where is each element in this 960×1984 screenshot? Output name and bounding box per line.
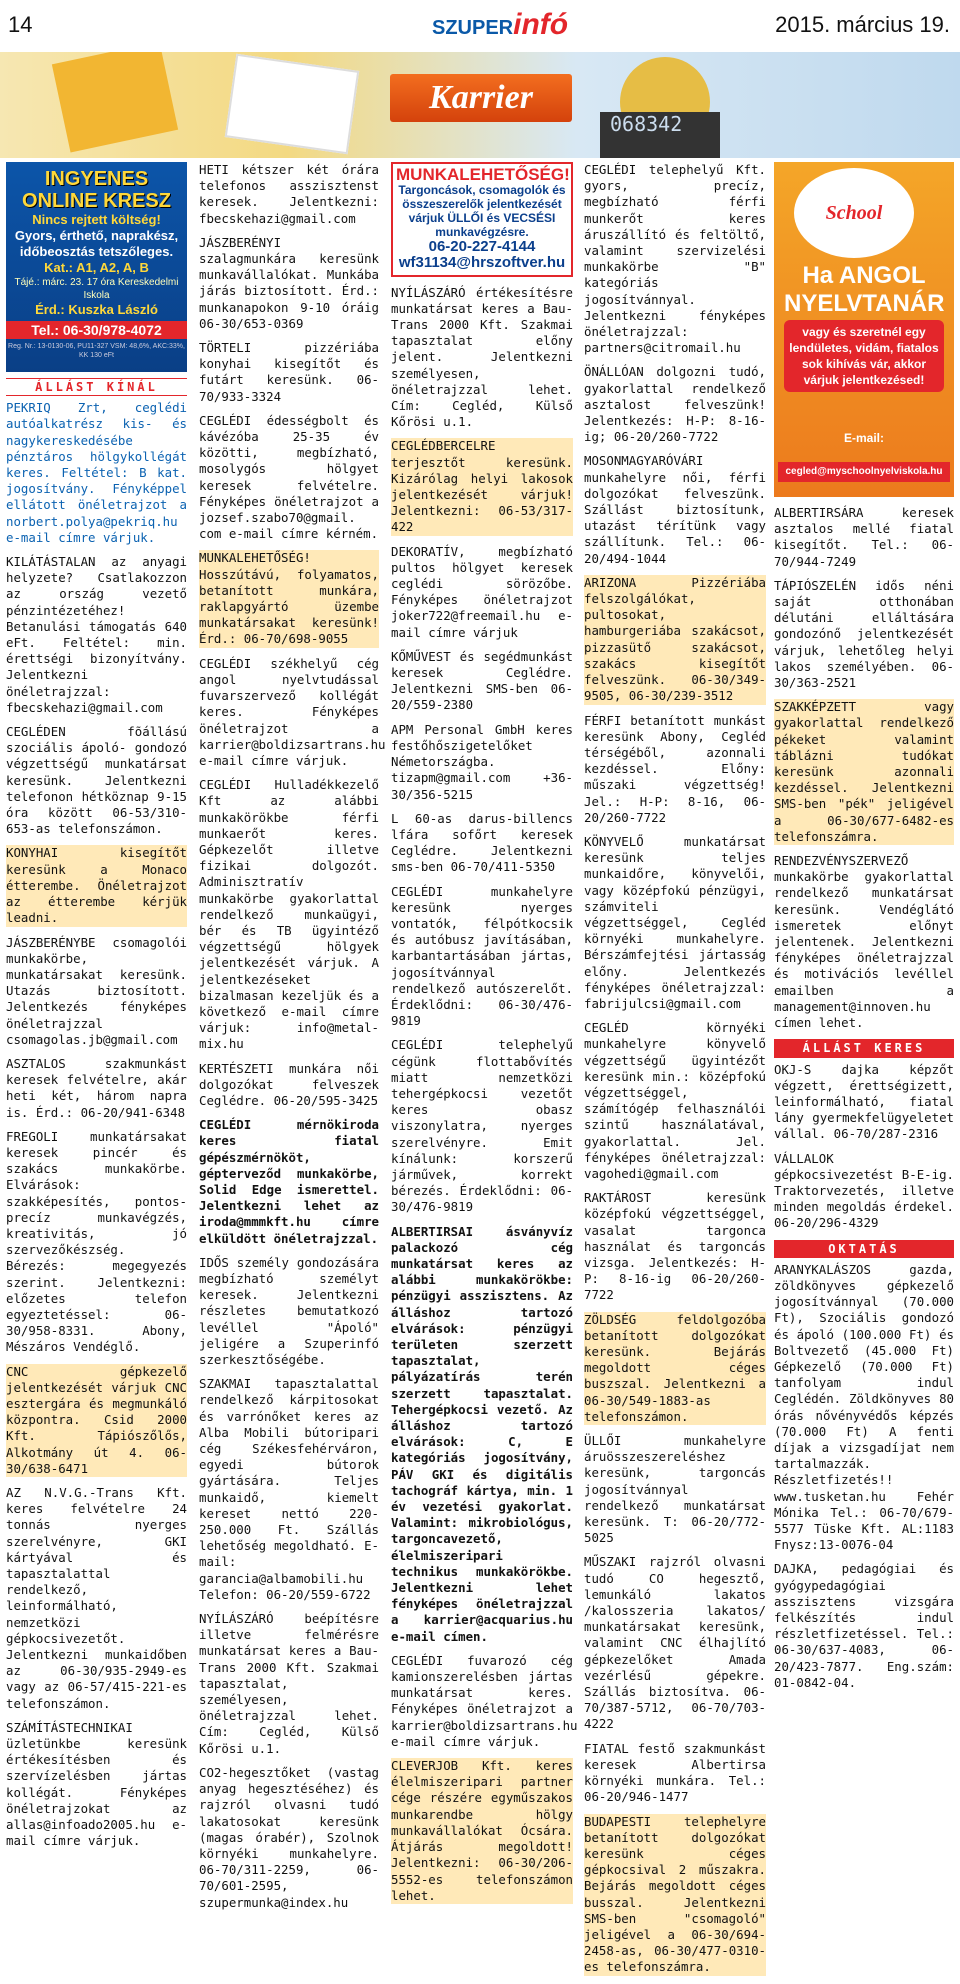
classified-ad: CEGLÉDI telephelyű Kft. gyors, precíz, megbízható férfi munkerőt keres áruszállító és feltöltő, valamint szervizelési munkakörbe "B" kategóriás jogosítvánnyal. Jelentkezni fényképes önéletrajzzal: partners@citromail.hu — [584, 162, 766, 356]
column-4 — [584, 162, 766, 1984]
classified-ad: ZÖLDSÉG feldolgozóba betanított dolgozókat keresünk. Bejárás megoldott céges buszszal. Jelentkezni a 06-30/549-1883-as telefonszámon. — [584, 1311, 766, 1424]
classified-ad: SZAKMAI tapasztalattal rendelkező kárpitosokat és varrónőket keres az Alba Mobili bútoripari cég Székesfehérváron, egyedi bútorok gyártására. Teljes munkaidő, kiemelt kereset nettó 220-250.000 Ft. Szállás lehetőség megoldható. E-mail: garancia@albamobili.hu Telefon: 06-20/559-6722 — [199, 1376, 379, 1602]
page-header — [0, 0, 960, 52]
classified-ad: DAJKA, pedagógiai és gyógypedagógiai asszisztens vizsgára felkészítés indul részletfizetéssel. Tel.: 06-30/637-4083, 06-20/423-7877. Eng.szám: 01-0842-04. — [774, 1561, 954, 1690]
classified-ad: ASZTALOS szakmunkást keresek felvételre, akár heti két, három napra is. Érd.: 06-20/941-6348 — [6, 1055, 187, 1120]
classified-ad: CLEVERJOB Kft. keres élelmiszeripari partner cége részére egyműszakos munkarendbe hölgy munkavállalókat Ócsára. Átjárás megoldott! Jelentkezni: 06-30/206-5552-es telefonszámon lehet. — [391, 1758, 573, 1903]
classified-ad: JÁSZBERÉNYI szalagmunkára keresünk munkavállalókat. Munkába járás biztosított. Érd.: munkanapokon 9-10 óráig 06-30/653-0369 — [199, 234, 379, 331]
classified-ad: CEGLÉD környéki munkahelyre könyvelő végzettségű ügyintézőt keresünk min.: középfokú végzettséggel, számítógép felhasználói szintű használatával, gyakorlattal. Jel. fényképes önéletrajzzal: vagohedi@gmail.com — [584, 1020, 766, 1181]
classified-ad: ARANYKALÁSZOS gazda, zöldkönyves gépkezelő jogosítvánnyal (70.000 Ft), Szociális gondozó és ápoló (100.000 Ft) és Boltvezető (45.000 Ft) Gépkezelő (70.000 Ft) tanfolyam indul Ceglédén. Zöldkönyves 80 órás nővényvédős képzés (70.000 Ft) A fenti díjak a vizsgadíjat nem tartalmazzák. Részletfizetés!! www.tusketan.hu Fehér Mónika Tel.: 06-70/679-5577 Tüske Kft. AL:1183 Fnysz:13-0076-04 — [774, 1261, 954, 1553]
classified-ad: RENDEZVÉNYSZERVEZŐ munkakörbe gyakorlattal rendelkező munkatársat keresünk. Vendéglátó ismeretek előnyt jelentenek. Jelentkezni fényképes önéletrajzzal és motivációs levéllel emailben a management@innoven.hu címen lehet. — [774, 853, 954, 1031]
paper-decoration — [225, 54, 359, 154]
section-heading: ÁLLÁST KÍNÁL — [6, 378, 187, 396]
page-number: 14 — [8, 12, 33, 37]
calculator-display: 068342 — [610, 112, 683, 136]
classified-ad: CNC gépkezelő jelentkezését várjuk CNC esztergára és megmunkáló központra. Csid 2000 Kft. Tápiószőlős, Alkotmány út 4. 06-30/638-6471 — [6, 1363, 187, 1476]
classified-ad: MOSONMAGYARÓVÁRI munkahelyre női, férfi dolgozókat felveszünk. Szállást biztosítunk, utazást térítünk vagy szállítunk. Tel.: 06-20/494-1044 — [584, 453, 766, 566]
kresz-advert — [6, 162, 187, 372]
folder-decoration — [52, 52, 178, 152]
classified-ad: CEGLÉDI Hulladékkezelő Kft az alábbi munkakörökbe férfi munkaerőt keres. Gépkezelőt illetve fizikai dolgozót. Adminisztratív munkakörbe gyakorlattal rendelkező munkaügyi, bér és TB ügyintéző végzettségű hölgyek jelentkezését várjuk. A jelentkezéseket bizalmasan kezeljük és a következő e-mail címre várjuk: info@metal-mix.hu — [199, 777, 379, 1052]
classified-ad: CEGLÉDI édességbolt és kávézóba 25-35 év közötti, megbízható, mosolygós hölgyet keresek felvételre. Fényképes önéletrajzot a jozsef.szabo70@gmail. com e-mail címre kérném. — [199, 412, 379, 542]
ad-text: vagy és szeretnél egy lendületes, vidám, fiatalos sok kihívás vár, akkor várjuk jelentkezésed! — [784, 320, 944, 392]
classified-ad: FÉRFI betanított munkást keresünk Abony, Cegléd térségéből, azonnali kezdéssel. Előny: műszaki végzettség! Jel.: H-P: 8-16, 06-20/260-7722 — [584, 712, 766, 825]
classified-ad: CEGLÉDBERCELRE terjesztőt keresünk. Kizárólag helyi lakosok jelentkezését várjuk! Jelentkezni: 06-53/317-422 — [391, 438, 573, 535]
classified-ad: ALBERTIRSÁRA keresek asztalos mellé fiatal kisegítőt. Tel.: 06-70/944-7249 — [774, 505, 954, 569]
szuperinfo-logo: SZUPERinfó — [432, 8, 569, 41]
column-1 — [6, 162, 187, 1857]
ad-line: Érd.: Kuszka László — [35, 302, 158, 317]
classified-ad: CEGLÉDI székhelyű cég angol nyelvtudással fuvarszervező kollégát keres. Fényképes önéletrajzot a karrier@boldizsartrans.hu e-mail címre várjuk. — [199, 655, 386, 768]
classified-ad: PEKRIQ Zrt, ceglédi autóalkatrész kis- és nagykereskedésébe pénztáros hölgykollégát keres. Feltétel: B kat. jogosítvány. Fényképpel ellátott önéletrajzot a norbert.polya@pekriq.hu e-mail címre várjuk. — [6, 400, 187, 545]
classified-ad: L 60-as darus-billencs lfára sofőrt keresek Ceglédre. Jelentkezni sms-ben 06-70/411-5350 — [391, 810, 573, 875]
ad-fine-print: Reg. Nr.: 13-0130-06, PU11-327 VSM: 48,6%, AKC:33%, KK 130 eFt — [8, 343, 185, 359]
classified-ad: BUDAPESTI telephelyre betanított dolgozókat keresünk céges gépkocsival 2 műszakra. Bejárás megoldott céges busszal. Jelentkezni SMS-ben "csomagoló" jeligével a 06-30/694-2458-as, 06-30/477-0310-es telefonszámra. — [584, 1813, 766, 1975]
classified-ad: FIATAL festő szakmunkást keresek Albertirsa környéki munkára. Tel.: 06-20/946-1477 — [584, 1740, 766, 1805]
classified-ad: NYÍLÁSZÁRÓ beépítésre illetve felmérésre munkatársat keres a Bau-Trans 2000 Kft. Szakmai tapasztalat, személyesen, önéletrajzzal lehet. Cím: Cegléd, Külső Kőrösi u.1. — [199, 1611, 379, 1756]
classified-ad: KONYHAI kisegítőt keresünk a Monaco étterembe. Önéletrajzot az étterembe kérjük leadni. — [6, 845, 187, 926]
issue-date: 2015. március 19. — [775, 12, 950, 37]
classified-ad: CEGLÉDI fuvarozó cég kamionszerelésben jártas munkatársat keres. Fényképes önéletrajzot a karrier@boldizsartrans.hu e-mail címre várjuk. — [391, 1652, 578, 1749]
column-5 — [774, 162, 954, 1699]
classified-ad: ALBERTIRSAI ásványvíz palackozó cég munkatársat keres az alábbi munkakörökbe: pénzügyi asszisztens. Az álláshoz tartozó elvárások: pénzügyi területen szerzett tapasztalat, pályázatírás terén szerzett tapasztalat. Tehergépkocsi vezető. Az álláshoz tartozó elvárások: C, E kategóriás jogosítvány, PÁV GKI és digitális tachográf kártya, min. 1 év vezetési gyakorlat. Valamint: mikrobiológus, targoncavezető, élelmiszeripari technikus munkakörökbe. Jelentkezni lehet fényképes önéletrajzzal a karrier@acquarius.hu e-mail címen. — [391, 1223, 573, 1644]
karrier-banner — [0, 52, 960, 158]
classified-ad: KÖNYVELŐ munkatársat keresünk teljes munkaidőre, könyvelői, vagy középfokú pénzügyi, számviteli végzettséggel, Cegléd környéki munkahelyre. Bérszámfejtési jártasság előny. Jelentkezés fényképes önéletrajzzal: fabrijulcsi@gmail.com — [584, 833, 766, 1011]
section-title: Karrier — [390, 74, 572, 122]
classified-ad: APM Personal GmbH keres festőhőszigetelőket Németországba. tizapm@gmail.com +36-30/356-5215 — [391, 721, 573, 802]
classified-ad: CEGLÉDEN fõállású szociális ápoló- gondozó végzettségű munkatársat keresünk. Jelentkezni telefonon hétköznap 9-15 óra között 06-53/310-653-as telefonszámon. — [6, 724, 187, 837]
ad-headline: INGYENES ONLINE KRESZ — [22, 168, 171, 212]
column-3 — [391, 162, 578, 1912]
classified-ad: HETI kétszer két órára telefonos asszisztenst keresek. Jelentkezni: fbecskehazi@gmail.com — [199, 162, 379, 226]
ad-headline: Ha ANGOL NYELVTANÁR — [784, 262, 945, 317]
ad-line: Tájé.: márc. 23. 17 óra Kereskedelmi Iskola — [14, 277, 179, 301]
classified-ad: NYÍLÁSZÁRÓ értékesítésre munkatársat keres a Bau-Trans 2000 Kft. Szakmai tapasztalat előny jelent. Jelentkezni személyesen, önéletrajzzal lehet. Cím: Cegléd, Külső Kőrösi u.1. — [391, 284, 573, 430]
classified-ad: SZÁMÍTÁSTECHNIKAI üzletünkbe keresünk értékesítésben és szervízelésben jártas kollégát. Fényképes önéletrajzokat az allas@infoado2005.hu e-mail címre várjuk. — [6, 1719, 187, 1849]
classified-ad: OKJ-S dajka képzőt végzett, érettségizett, leinformálható, fiatal lány gyermekfelügyeletet vállal. 06-70/287-2316 — [774, 1061, 954, 1142]
classified-ad: ÜLLŐI munkahelyre áruösszeszereléshez keresünk, targoncás jogosítvánnyal rendelkező munkatársat keresünk. T: 06-20/772-5025 — [584, 1433, 766, 1546]
classified-ad: JÁSZBERÉNYBE csomagolói munkakörbe, munkatársakat keresünk. Utazás biztosított. Jelentkezés fényképes önéletrajzzal csomagolas.jb@gmail.com — [6, 934, 187, 1047]
ad-phone: 06-20-227-4144 — [428, 238, 536, 256]
classified-ad: MUNKALEHETŐSÉG! Hosszútávú, folyamatos, betanított munkára, raklapgyártó üzembe munkatársakat keresünk! Érd.: 06-70/698-9055 — [199, 550, 379, 647]
classified-ad: CEGLÉDI munkahelyre keresünk nyerges vontatók, félpótkocsik és autóbusz javításában, karbantartásában jártas, jogosítvánnyal rendelkező autószerelőt. Érdeklődni: 06-30/476-9819 — [391, 883, 573, 1029]
classified-ad: FREGOLI munkatársakat keresek pincér és szakács munkakörbe. Elvárások: szakképesítés, pontos- precíz munkavégzés, kreativitás, jó szervezőkészség. Bérezés: megegyezés szerint. Jelentkezni: előzetes telefon egyeztetéssel: 06-30/958-8331. Abony, Mészáros Vendéglő. — [6, 1128, 187, 1355]
classified-ad: CO2-hegesztőket (vastag anyag hegesztéséhez) és rajzról olvasni tudó lakatosokat keresünk (magas órabér), Szolnok környéki munkahelyre. 06-70/311-2259, 06-70/601-2595, szupermunka@index.hu — [199, 1764, 379, 1910]
ad-text: Targoncások, csomagolók és összeszerelők jelentkezését várjuk ÜLLŐI és VECSÉSI munkavégzésre. — [398, 183, 566, 240]
classified-ad: TÁPIÓSZELÉN idős néni saját otthonában délutáni elláltására gondozónő jelentkezését várjuk, lehetőleg helyi lakos személyében. 06-30/363-2521 — [774, 577, 954, 691]
classified-ad: KILÁTÁSTALAN az anyagi helyzete? Csatlakozzon az ország vezető pénzintézetéhez! Betanulási támogatás 640 eFt. Feltétel: min. érettségi bizonyítvány. Jelentkezni önéletrajzzal: fbecskehazi@gmail.com — [6, 554, 187, 715]
ad-line: Nincs rejtett költség! — [32, 212, 161, 227]
myschool-advert — [774, 162, 954, 497]
classified-ad: KŐMŰVEST és segédmunkást keresek Ceglédre. Jelentkezni SMS-ben 06-20/559-2380 — [391, 648, 573, 713]
classified-ad: VÁLLALOK gépkocsivezetést B-E-ig. Traktorvezetés, illetve minden megoldás érdekel. 06-20/296-4329 — [774, 1150, 954, 1231]
ad-web: wf31134@hrszoftver.hu — [398, 254, 566, 272]
classified-ad: AZ N.V.G.-Trans Kft. keres felvételre 24 tonnás nyerges szerelvényre, GKI kártyával és tapasztalattal rendelkező, leinformálható, nemzetközi gépkocsivezetőt. Jelentkezni munkaidőben az 06-30/935-2949-es vagy az 06-57/415-221-es telefonszámon. — [6, 1485, 187, 1711]
section-heading: ÁLLÁST KERES — [774, 1039, 954, 1057]
classified-ad: SZAKKÉPZETT vagy gyakorlattal rendelkező pékeket valamint táblázni tudókat keresünk azonnali kezdéssel. Jelentkezni SMS-ben "pék" jeligével a 06-30/677-6482-es telefonszámra. — [774, 699, 954, 844]
classified-ad: ÖNÁLLÓAN dolgozni tudó, gyakorlattal rendelkező asztalost felveszünk! Jelentkezés: H-P: 8-16-ig; 06-20/260-7722 — [584, 364, 766, 445]
classified-ad: TÖRTELI pizzériába konyhai kisegítőt és futárt keresünk. 06-70/933-3324 — [199, 340, 379, 404]
classified-ad: RAKTÁROST keresünk középfokú végzettséggel, vasalat targonca használat és targoncás vizsga. Jelentkezés: H-P: 8-16-ig 06-20/260-7722 — [584, 1190, 766, 1303]
classified-ad: MŰSZAKI rajzról olvasni tudó CO hegesztő, lemunkáló lakatos /kalosszeria lakatos/ munkatársakat keresünk, valamint CNC élhajlító gépkezelőket Amada vezérlésű gépekre. Szállás biztosítva. 06-70/387-5712, 06-70/703-4222 — [584, 1554, 766, 1732]
ad-phone: Tel.: 06-30/978-4072 — [6, 321, 187, 339]
classified-ad: CEGLÉDI telephelyű cégünk flottabővítés miatt nemzetközi tehergépkocsi vezetőt keres obasz viszonylatra, nyerges szerelvényre. Emit kínálunk: korszerű járművek, korrekt bérezés. Érdeklődni: 06-30/476-9819 — [391, 1037, 573, 1215]
ad-email-label: E-mail: — [843, 431, 884, 445]
ad-email: cegled@myschoolnyelviskola.hu — [778, 462, 950, 482]
ad-line: Gyors, érthető, naprakész, időbeosztás tetszőleges. — [14, 228, 179, 259]
classified-ad: ARIZONA Pizzériába felszolgálókat, pultosokat, hamburgeriába szakácsot, pizzasütő szakácsot, szakács kisegítőt felveszünk. 06-30/349-9505, 06-30/239-3512 — [584, 574, 766, 704]
classified-ad: CEGLÉDI mérnökiroda keres fiatal gépészmérnököt, gépterveződ munkakörbe, Solid Edge ismerettel. Jelentkezni lehet az iroda@mmmkft.hu címre elküldött önéletrajzzal. — [199, 1117, 379, 1246]
classified-ad: DEKORATÍV, megbízható pultos hölgyet keresek ceglédi sörözőbe. Fényképes önéletrajzot joker722@freemail.hu e-mail címre várjuk — [391, 543, 573, 640]
ad-line: Kat.: A1, A2, A, B — [44, 260, 149, 275]
ad-title: MUNKALEHETŐSÉG! — [396, 165, 570, 184]
classified-ad: KERTÉSZETI munkára női dolgozókat felveszek Ceglédre. 06-20/595-3425 — [199, 1060, 379, 1108]
section-heading: OKTATÁS — [774, 1240, 954, 1258]
school-logo: School — [794, 168, 914, 258]
column-2 — [199, 162, 386, 1919]
munkalehetoseg-advert — [391, 162, 573, 277]
classified-ad: IDŐS személy gondozására megbízható személyt keresek. Jelentkezni részletes bemutatkozó levéllel "Ápoló" jeligére a Szuperinfó szerkesztőségébe. — [199, 1254, 379, 1368]
